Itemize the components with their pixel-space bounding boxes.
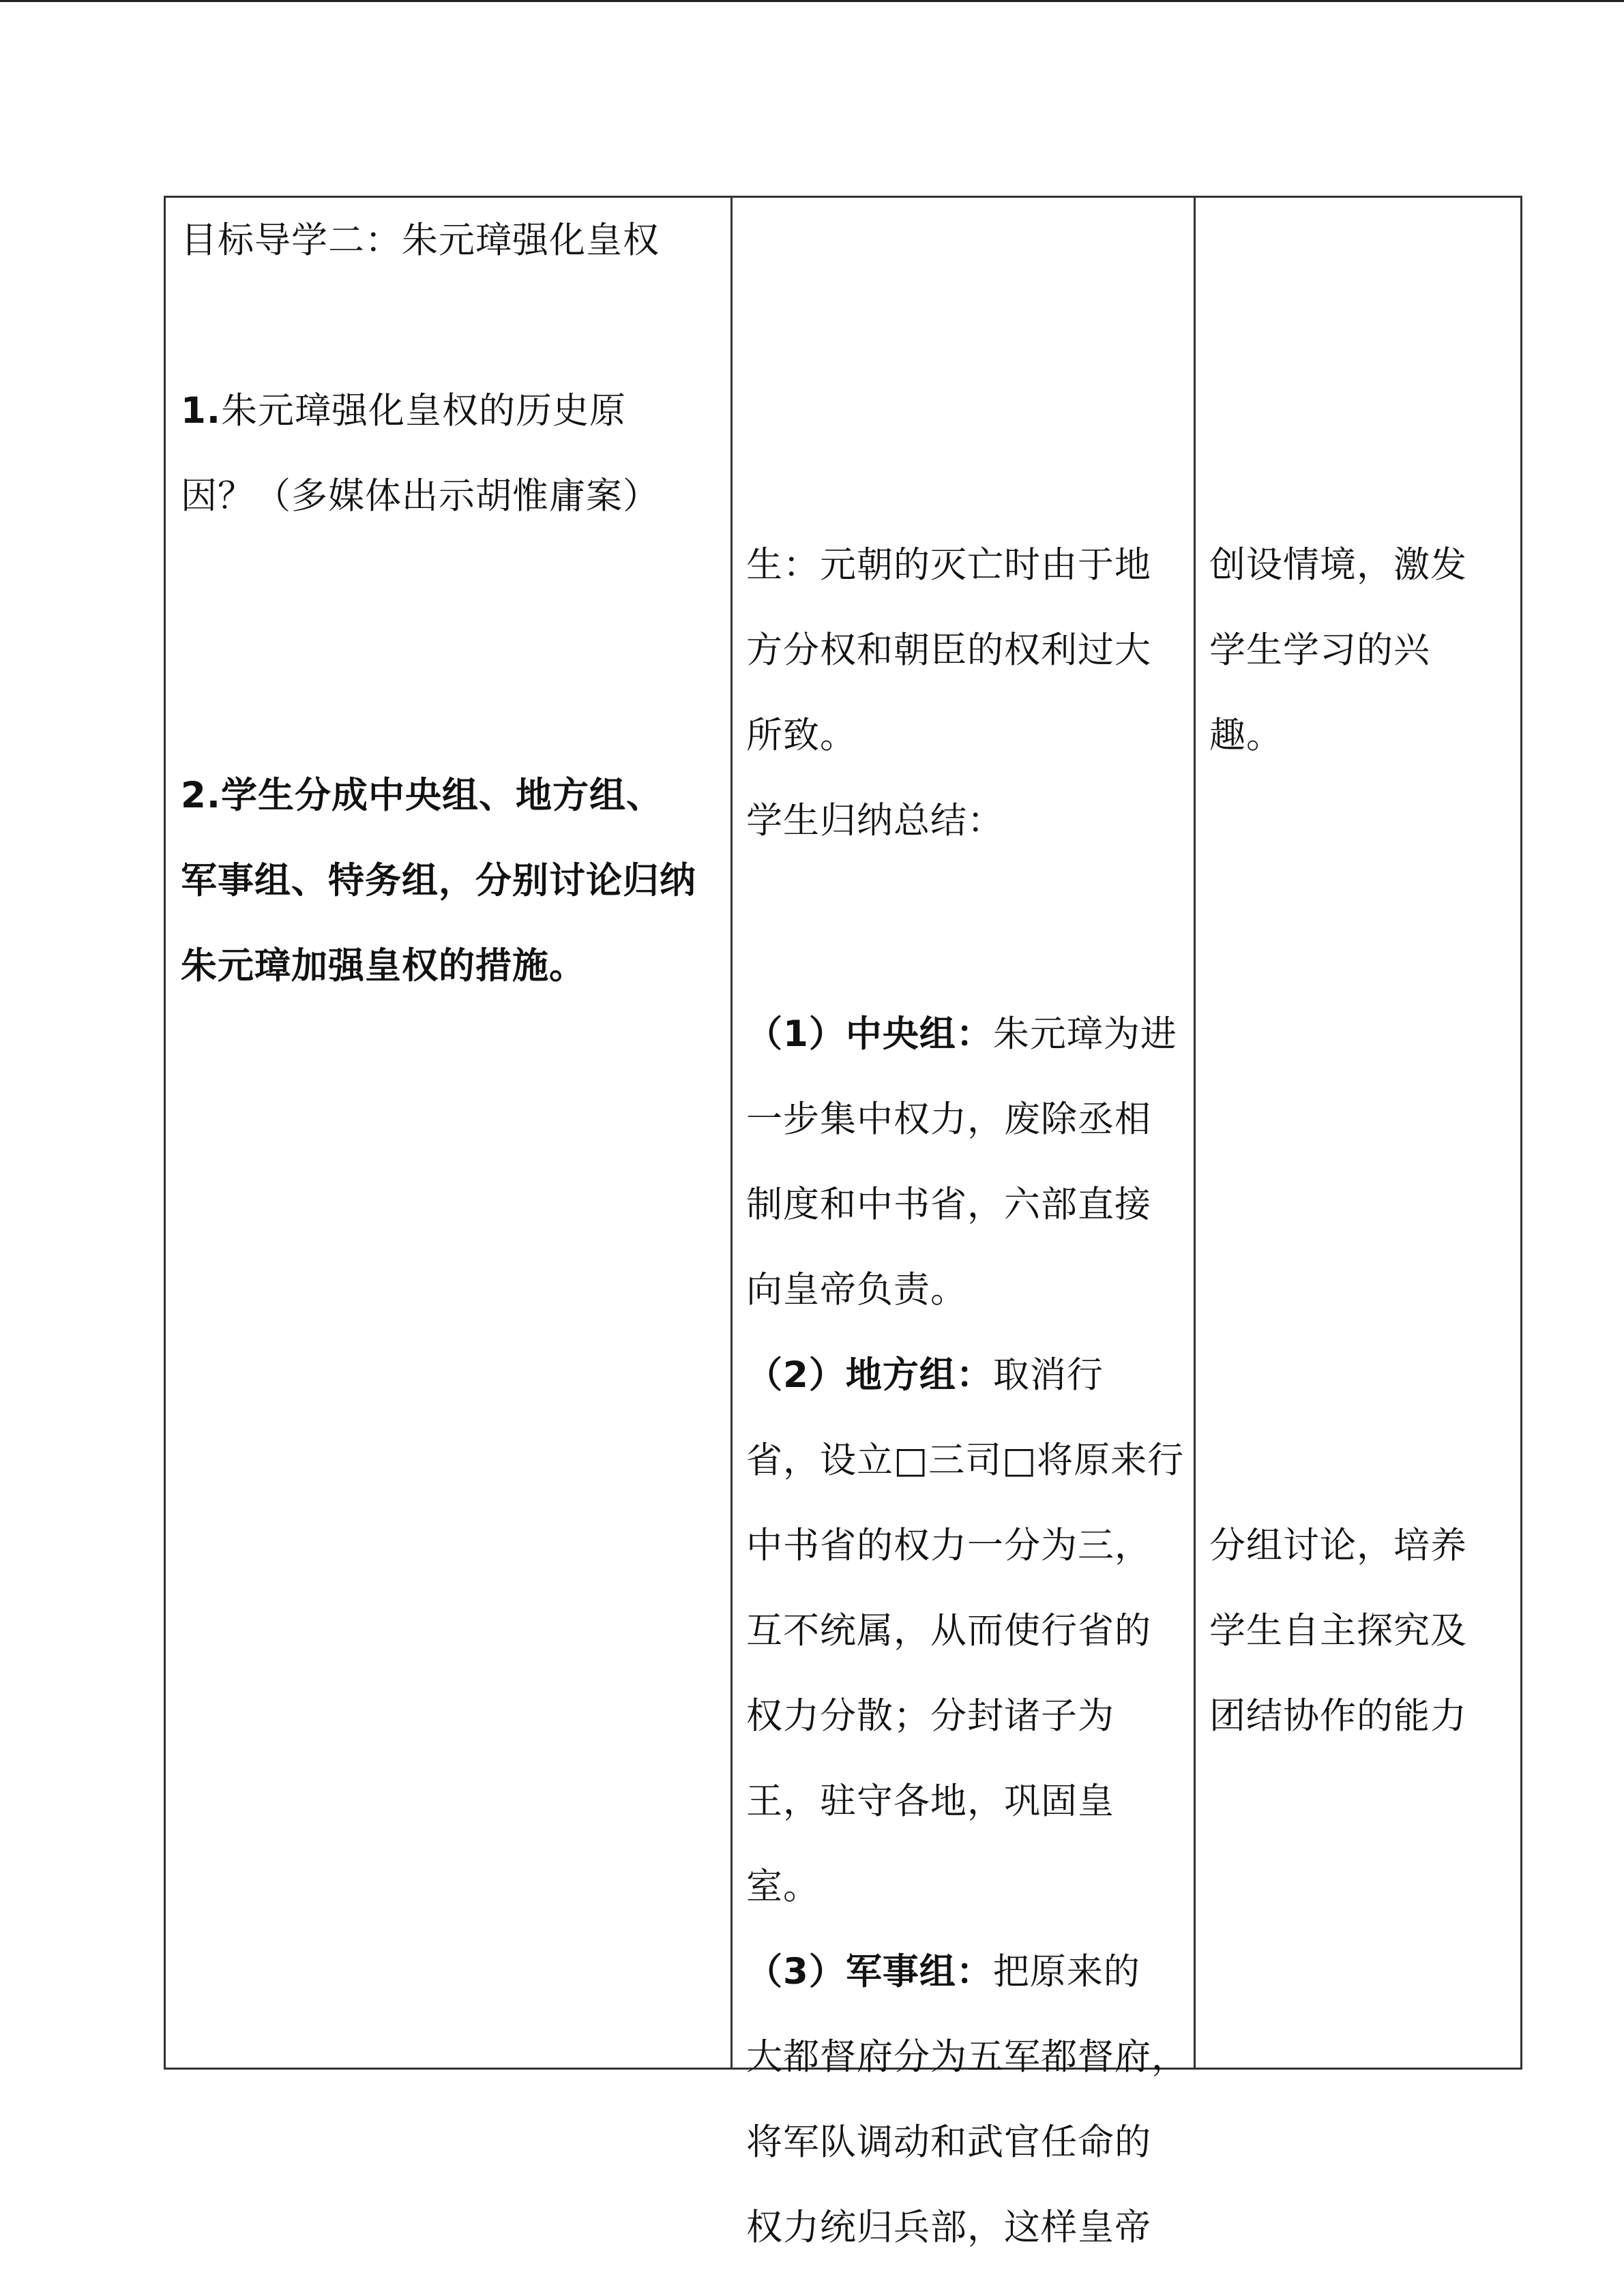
group-3-line-1: （3）军事组：把原来的 (746, 1951, 1140, 1993)
group-2-line-4: 互不统属，从而使行省的 (746, 1610, 1151, 1652)
group-1-line-4: 向皇帝负责。 (746, 1269, 967, 1311)
intent-2-line-3: 团结协作的能力 (1209, 1695, 1467, 1737)
question-1-line-2: 因？（多媒体出示胡惟庸案） (181, 475, 660, 517)
column-divider-2 (1194, 198, 1196, 2068)
question-2-line-1: 2.学生分成中央组、地方组、 (181, 775, 664, 816)
design-intent-cell-2 (1209, 1503, 1467, 1759)
group-3-line-3: 将军队调动和武官任命的 (746, 2121, 1151, 2163)
group-2-line-3: 中书省的权力一分为三， (746, 1525, 1151, 1566)
summary-intro: 学生归纳总结： (746, 800, 1004, 841)
group-1-line-2: 一步集中权力，废除丞相 (746, 1099, 1151, 1140)
column-divider-1 (730, 198, 733, 2068)
group-1-line-1: （1）中央组：朱元璋为进 (746, 1013, 1177, 1055)
page-top-border (0, 0, 1624, 2)
group-3-line-2: 大都督府分为五军都督府， (746, 2036, 1188, 2078)
question-1-number: 1. (181, 390, 222, 432)
group-3-line-4: 权力统归兵部，这样皇帝 (746, 2207, 1151, 2248)
design-intent-cell (1209, 522, 1467, 778)
question-2-line-3: 朱元璋加强皇权的措施。 (181, 945, 586, 987)
group-2-line-1: （2）地方组：取消行 (746, 1354, 1104, 1396)
question-1-line-1: 1.朱元璋强化皇权的历史原 (181, 390, 627, 432)
group-answers (746, 992, 1188, 2270)
spacer (181, 283, 660, 368)
group-3-label: （3）军事组： (746, 1951, 993, 1993)
question-2-line-2: 军事组、特务组，分别讨论归纳 (181, 860, 696, 901)
intent-1-line-3: 趣。 (1209, 715, 1283, 756)
intent-2-line-1: 分组讨论，培养 (1209, 1525, 1467, 1566)
group-2-line-7: 室。 (746, 1866, 820, 1907)
group-2-line-2: 省，设立□三司□将原来行 (746, 1440, 1185, 1481)
teaching-content-cell (181, 198, 660, 539)
intent-1-line-1: 创设情境，激发 (1209, 544, 1467, 586)
answer-1-line-3: 所致。 (746, 715, 857, 756)
group-2-label: （2）地方组： (746, 1354, 993, 1396)
group-2-line-5: 权力分散；分封诸子为 (746, 1695, 1114, 1737)
student-activity-cell (746, 522, 1151, 863)
group-1-label: （1）中央组： (746, 1013, 993, 1055)
group-1-line-3: 制度和中书省，六部直接 (746, 1184, 1151, 1225)
intent-2-line-2: 学生自主探究及 (1209, 1610, 1467, 1652)
intent-1-line-2: 学生学习的兴 (1209, 629, 1430, 671)
lesson-plan-table (164, 196, 1522, 2248)
answer-1-line-2: 方分权和朝臣的权利过大 (746, 629, 1151, 671)
section-title: 目标导学二：朱元璋强化皇权 (181, 220, 660, 261)
answer-1-line-1: 生：元朝的灭亡时由于地 (746, 544, 1151, 586)
group-2-line-6: 王，驻守各地，巩固皇 (746, 1780, 1114, 1822)
question-2-block (181, 753, 696, 1009)
